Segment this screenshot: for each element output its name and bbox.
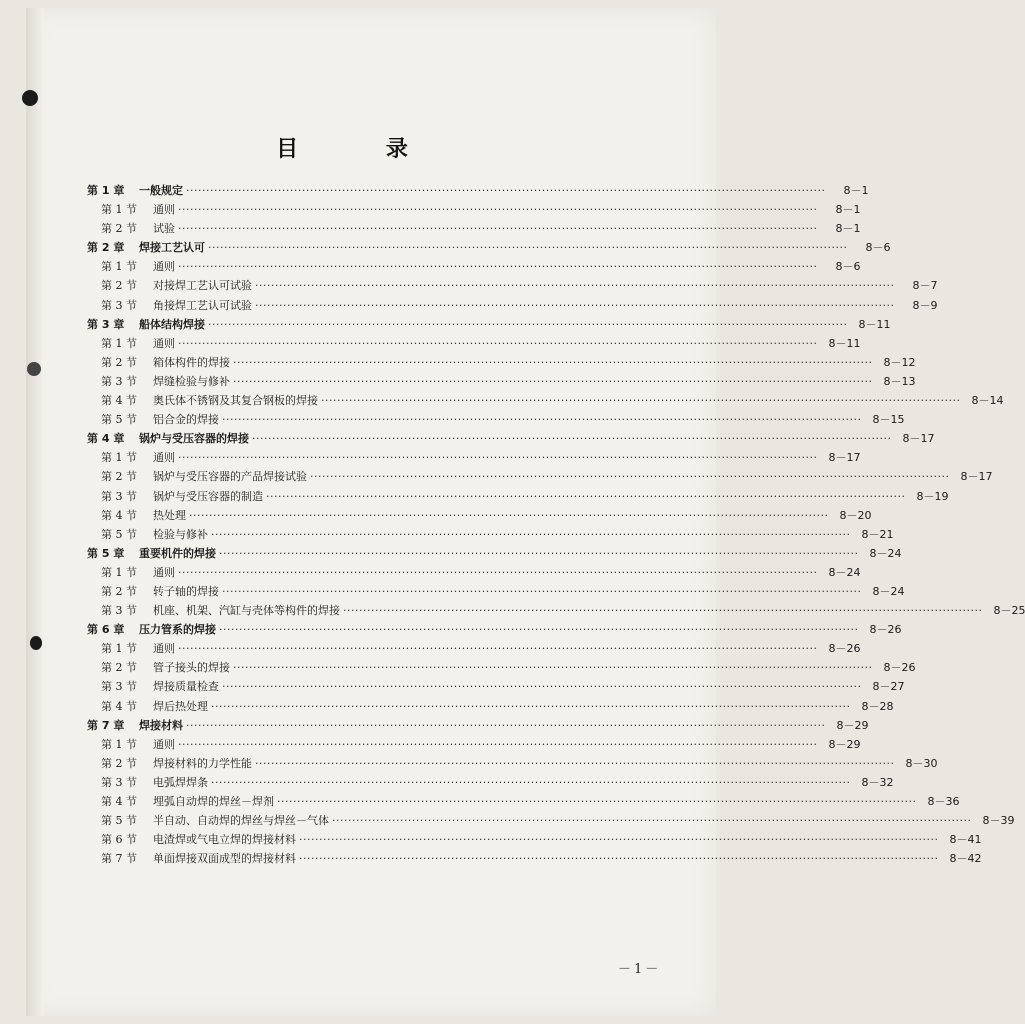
toc-section-row (87, 773, 894, 792)
toc-section-row (87, 582, 905, 601)
toc-section-row (87, 334, 861, 353)
dot-leader: ································································································································································ (299, 833, 939, 847)
dot-leader: ································································································································································ (266, 489, 906, 503)
toc-entry-page: 8－29 (836, 718, 869, 732)
toc-entry-label: 第 2 节 (101, 355, 137, 369)
toc-entry-label: 第 3 节 (101, 604, 137, 618)
toc-section-row (87, 506, 872, 525)
toc-entry-title: 单面焊接双面成型的焊接材料 (153, 852, 296, 866)
toc-entry-title: 对接焊工艺认可试验 (153, 279, 252, 293)
toc-entry-label: 第 5 节 (101, 413, 137, 427)
toc-section-row (87, 525, 894, 544)
toc-section-row (87, 296, 938, 315)
toc-entry-title: 一般规定 (139, 184, 183, 197)
toc-entry-page: 8－7 (912, 279, 938, 293)
toc-entry-title: 通则 (153, 336, 175, 350)
toc-section-row (87, 467, 993, 486)
toc-entry-label: 第 4 章 (87, 432, 125, 446)
toc-entry-title: 焊接材料 (139, 718, 183, 732)
dot-leader: ································································································································································ (222, 584, 862, 598)
toc-chapter-row (87, 315, 891, 334)
toc-entry-label: 第 3 节 (101, 489, 137, 503)
toc-entry-page: 8－17 (902, 432, 935, 446)
toc-section-row (87, 219, 861, 238)
toc-entry-title: 电渣焊或气电立焊的焊接材料 (153, 833, 296, 847)
toc-section-row (87, 639, 861, 658)
dot-leader: ································································································································································ (299, 852, 939, 866)
toc-entry-title: 通则 (153, 451, 175, 465)
toc-entry-label: 第 6 章 (87, 623, 125, 637)
dot-leader: ································································································································································ (186, 718, 826, 732)
dot-leader: ································································································································································ (332, 814, 972, 828)
toc-entry-page: 8－26 (828, 642, 861, 656)
toc-entry-label: 第 2 节 (101, 470, 137, 484)
toc-entry-page: 8－39 (982, 814, 1015, 828)
toc-entry-page: 8－24 (869, 546, 902, 560)
toc-entry-label: 第 3 节 (101, 298, 137, 312)
toc-entry-page: 8－24 (828, 565, 861, 579)
toc-entry-title: 检验与修补 (153, 527, 208, 541)
toc-entry-page: 8－11 (828, 336, 861, 350)
page-number: －1－ (618, 962, 662, 977)
toc-chapter-row (87, 238, 891, 257)
toc-entry-label: 第 2 节 (101, 222, 137, 236)
toc-entry-label: 第 1 节 (101, 260, 137, 274)
dot-leader: ································································································································································ (211, 527, 851, 541)
toc-section-row (87, 372, 916, 391)
page-title: 目 录 (276, 137, 448, 162)
toc-entry-page: 8－36 (927, 795, 960, 808)
toc-entry-page: 8－17 (960, 470, 993, 484)
dot-leader: ································································································································································ (343, 604, 983, 618)
toc-entry-title: 焊后热处理 (153, 699, 208, 713)
toc-entry-title: 机座、机架、汽缸与壳体等构件的焊接 (153, 604, 340, 618)
toc-entry-page: 8－20 (839, 508, 872, 522)
dot-leader: ································································································································································ (211, 775, 851, 789)
toc-entry-title: 角接焊工艺认可试验 (153, 298, 252, 312)
toc-section-row (87, 410, 905, 429)
dot-leader: ································································································································································ (310, 470, 950, 484)
toc-entry-page: 8－15 (872, 413, 905, 427)
toc-entry-page: 8－27 (872, 680, 905, 694)
dot-leader: ································································································································································ (255, 279, 895, 293)
toc-section-row (87, 811, 1015, 830)
toc-entry-title: 船体结构焊接 (139, 317, 205, 331)
dot-leader: ································································································································································ (208, 317, 848, 331)
dot-leader: ································································································································································ (255, 298, 895, 312)
dot-leader: ································································································································································ (178, 642, 818, 656)
dot-leader: ································································································································································ (219, 546, 859, 560)
toc-section-row (87, 257, 861, 276)
toc-entry-label: 第 1 章 (87, 184, 125, 197)
toc-entry-page: 8－9 (912, 298, 938, 312)
toc-entry-title: 转子轴的焊接 (153, 584, 219, 598)
toc-section-row (87, 830, 982, 849)
toc-entry-title: 通则 (153, 642, 175, 656)
toc-entry-title: 通则 (153, 565, 175, 579)
toc-entry-label: 第 2 节 (101, 756, 137, 770)
toc-entry-label: 第 1 节 (101, 642, 137, 656)
toc-chapter-row (87, 620, 902, 639)
toc-chapter-row (87, 181, 869, 200)
toc-entry-label: 第 1 节 (101, 737, 137, 751)
toc-entry-page: 8－29 (828, 737, 861, 751)
toc-entry-page: 8－14 (971, 394, 1004, 408)
dot-leader: ································································································································································ (222, 680, 862, 694)
toc-entry-label: 第 4 节 (101, 699, 137, 713)
toc-entry-title: 锅炉与受压容器的制造 (153, 489, 263, 503)
toc-entry-title: 半自动、自动焊的焊丝与焊丝－气体 (153, 814, 329, 828)
toc-section-row (87, 391, 1004, 410)
toc-entry-label: 第 2 节 (101, 584, 137, 598)
toc-entry-page: 8－1 (843, 184, 869, 197)
dot-leader: ································································································································································ (252, 432, 892, 446)
toc-entry-label: 第 1 节 (101, 203, 137, 217)
punch-hole-top (22, 90, 38, 106)
toc-entry-label: 第 3 章 (87, 317, 125, 331)
toc-entry-page: 8－26 (869, 623, 902, 637)
dot-leader: ································································································································································ (233, 374, 873, 388)
punch-hole-middle (27, 362, 41, 376)
toc-entry-page: 8－17 (828, 451, 861, 465)
toc-entry-title: 焊接质量检查 (153, 680, 219, 694)
toc-entry-label: 第 7 节 (101, 852, 137, 866)
toc-entry-label: 第 4 节 (101, 795, 137, 808)
table-of-contents (87, 181, 1025, 868)
dot-leader: ································································································································································ (219, 623, 859, 637)
dot-leader: ································································································································································ (321, 394, 961, 408)
toc-entry-page: 8－1 (835, 222, 861, 236)
toc-entry-page: 8－24 (872, 584, 905, 598)
toc-entry-title: 埋弧自动焊的焊丝－焊剂 (153, 795, 274, 808)
toc-entry-label: 第 2 节 (101, 661, 137, 675)
toc-entry-title: 电弧焊焊条 (153, 775, 208, 789)
toc-entry-page: 8－25 (993, 604, 1025, 618)
dot-leader: ································································································································································ (178, 203, 818, 217)
toc-entry-page: 8－11 (858, 317, 891, 331)
toc-entry-page: 8－1 (835, 203, 861, 217)
toc-entry-title: 通则 (153, 260, 175, 274)
toc-entry-label: 第 3 节 (101, 680, 137, 694)
dot-leader: ································································································································································ (178, 451, 818, 465)
toc-entry-label: 第 3 节 (101, 374, 137, 388)
toc-section-row (87, 658, 916, 677)
toc-entry-title: 焊接工艺认可 (139, 241, 205, 255)
toc-entry-page: 8－19 (916, 489, 949, 503)
dot-leader: ································································································································································ (222, 413, 862, 427)
dot-leader: ································································································································································ (211, 699, 851, 713)
toc-entry-page: 8－12 (883, 355, 916, 369)
toc-section-row (87, 849, 982, 868)
toc-entry-title: 通则 (153, 737, 175, 751)
toc-section-row (87, 735, 861, 754)
toc-chapter-row (87, 544, 902, 563)
toc-section-row (87, 276, 938, 295)
toc-chapter-row (87, 716, 869, 735)
toc-section-row (87, 353, 916, 372)
dot-leader: ································································································································································ (208, 241, 848, 255)
toc-section-row (87, 448, 861, 467)
toc-entry-page: 8－26 (883, 661, 916, 675)
toc-section-row (87, 487, 949, 506)
toc-entry-label: 第 4 节 (101, 508, 137, 522)
toc-entry-label: 第 5 章 (87, 546, 125, 560)
toc-entry-page: 8－13 (883, 374, 916, 388)
dot-leader: ································································································································································ (189, 508, 829, 522)
toc-entry-title: 锅炉与受压容器的焊接 (139, 432, 249, 446)
toc-entry-label: 第 2 章 (87, 241, 125, 255)
toc-entry-page: 8－6 (835, 260, 861, 274)
toc-section-row (87, 563, 861, 582)
toc-section-row (87, 601, 1025, 620)
dot-leader: ································································································································································ (255, 756, 895, 770)
toc-entry-label: 第 1 节 (101, 451, 137, 465)
toc-entry-title: 锅炉与受压容器的产品焊接试验 (153, 470, 307, 484)
toc-entry-title: 热处理 (153, 508, 186, 522)
toc-entry-title: 压力管系的焊接 (139, 623, 216, 637)
toc-entry-label: 第 1 节 (101, 565, 137, 579)
dot-leader: ································································································································································ (233, 661, 873, 675)
punch-hole-bottom (30, 636, 42, 650)
toc-entry-title: 箱体构件的焊接 (153, 355, 230, 369)
toc-entry-page: 8－28 (861, 699, 894, 713)
dot-leader: ································································································································································ (178, 565, 818, 579)
toc-entry-label: 第 5 节 (101, 527, 137, 541)
toc-entry-title: 重要机件的焊接 (139, 546, 216, 560)
toc-section-row (87, 754, 938, 773)
toc-entry-page: 8－21 (861, 527, 894, 541)
toc-section-row (87, 697, 894, 716)
toc-entry-label: 第 6 节 (101, 833, 137, 847)
toc-entry-label: 第 2 节 (101, 279, 137, 293)
toc-section-row (87, 200, 861, 219)
toc-entry-title: 奥氏体不锈钢及其复合钢板的焊接 (153, 394, 318, 408)
dot-leader: ································································································································································ (277, 795, 917, 808)
toc-entry-title: 试验 (153, 222, 175, 236)
toc-chapter-row (87, 429, 935, 448)
dot-leader: ································································································································································ (178, 260, 818, 274)
toc-section-row (87, 792, 960, 811)
toc-entry-title: 通则 (153, 203, 175, 217)
dot-leader: ································································································································································ (178, 737, 818, 751)
toc-entry-label: 第 5 节 (101, 814, 137, 828)
dot-leader: ································································································································································ (178, 336, 818, 350)
dot-leader: ································································································································································ (178, 222, 818, 236)
toc-section-row (87, 677, 905, 696)
toc-entry-title: 管子接头的焊接 (153, 661, 230, 675)
toc-entry-page: 8－6 (865, 241, 891, 255)
toc-entry-page: 8－30 (905, 756, 938, 770)
toc-entry-title: 铝合金的焊接 (153, 413, 219, 427)
toc-entry-page: 8－32 (861, 775, 894, 789)
toc-entry-page: 8－41 (949, 833, 982, 847)
toc-entry-label: 第 4 节 (101, 394, 137, 408)
toc-entry-page: 8－42 (949, 852, 982, 866)
toc-entry-label: 第 1 节 (101, 336, 137, 350)
toc-entry-title: 焊接材料的力学性能 (153, 756, 252, 770)
toc-entry-label: 第 7 章 (87, 718, 125, 732)
dot-leader: ································································································································································ (186, 184, 826, 197)
toc-entry-label: 第 3 节 (101, 775, 137, 789)
dot-leader: ································································································································································ (233, 355, 873, 369)
toc-entry-title: 焊缝检验与修补 (153, 374, 230, 388)
